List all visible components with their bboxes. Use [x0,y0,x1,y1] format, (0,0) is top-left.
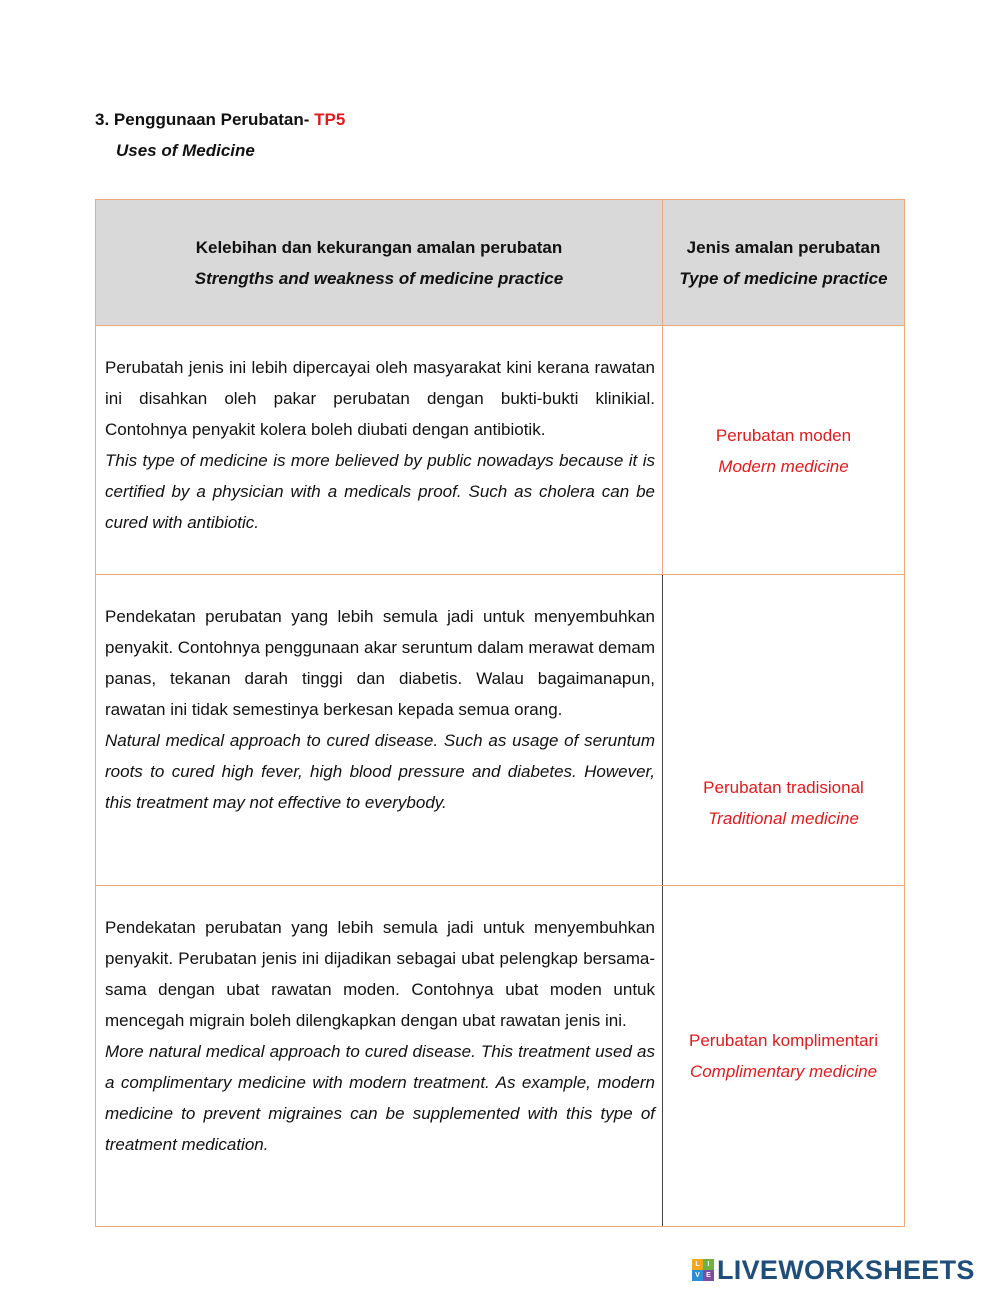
type-malay: Perubatan moden [715,425,852,445]
tp-label: TP5 [314,110,346,129]
table-row-modern-description [105,352,655,538]
table-row-modern-type [663,327,904,574]
section-heading-text: 3. Penggunaan Perubatan- [95,110,315,129]
logo-tile: E [703,1270,714,1281]
header-type-ms: Jenis amalan perubatan [686,238,881,257]
medicine-table [95,199,905,1227]
logo-tile: L [692,1259,703,1270]
type-english: Modern medicine [718,456,849,476]
liveworksheets-logo[interactable] [692,1255,975,1285]
table-row-complimentary-type [663,886,904,1226]
description-malay: Pendekatan perubatan yang lebih semula jadi untuk menyembuhkan penyakit. Contohnya penggunaan akar seruntum dalam merawat demam panas, tekanan darah tinggi dan diabetis. Walau bagaimanapun, rawatan ini tidak semestinya berkesan kepada semua orang. [105,607,655,719]
logo-tile: I [703,1259,714,1270]
section-subheading: Uses of Medicine [116,141,255,160]
liveworksheets-wordmark: LIVEWORKSHEETS [717,1254,975,1285]
section-heading [95,110,345,130]
liveworksheets-logo-icon [692,1259,714,1281]
type-english: Traditional medicine [708,809,859,828]
description-malay: Pendekatan perubatan yang lebih semula jadi untuk menyembuhkan penyakit. Perubatan jenis ini dijadikan sebagai ubat pelengkap bersama-sama dengan ubat rawatan moden. Contohnya ubat moden untuk mencegah migrain boleh dilengkapkan dengan ubat rawatan jenis ini. [105,918,655,1030]
description-english: Natural medical approach to cured disease. Such as usage of seruntum roots to cured high fever, high blood pressure and diabetes. However, this treatment may not effective to everybody. [105,731,655,812]
type-english: Complimentary medicine [689,1062,878,1081]
description-english: More natural medical approach to cured disease. This treatment used as a complimentary medicine with modern treatment. As example, modern medicine to prevent migraines can be supplemented with this type of treatment medication. [105,1042,655,1154]
table-row-complimentary-description [105,912,655,1160]
header-type-en: Type of medicine practice [679,269,888,288]
type-malay: Perubatan komplimentari [689,1031,878,1050]
description-english: This type of medicine is more believed by public nowadays because it is certified by a physician with a medicals proof. Such as cholera can be cured with antibiotic. [105,451,655,532]
row-separator [96,574,904,575]
logo-tile: V [692,1270,703,1281]
header-type-cell [663,200,904,326]
type-malay: Perubatan tradisional [703,778,864,797]
description-malay: Perubatah jenis ini lebih dipercayai oleh masyarakat kini kerana rawatan ini disahkan oleh pakar perubatan dengan bukti-bukti klinikial. Contohnya penyakit kolera boleh diubati dengan antibiotik. [105,358,655,439]
header-strengths-cell [96,200,662,326]
header-strengths-en: Strengths and weakness of medicine practice [194,269,564,288]
header-strengths-ms: Kelebihan dan kekurangan amalan perubatan [195,238,563,257]
table-row-traditional-description [105,601,655,818]
